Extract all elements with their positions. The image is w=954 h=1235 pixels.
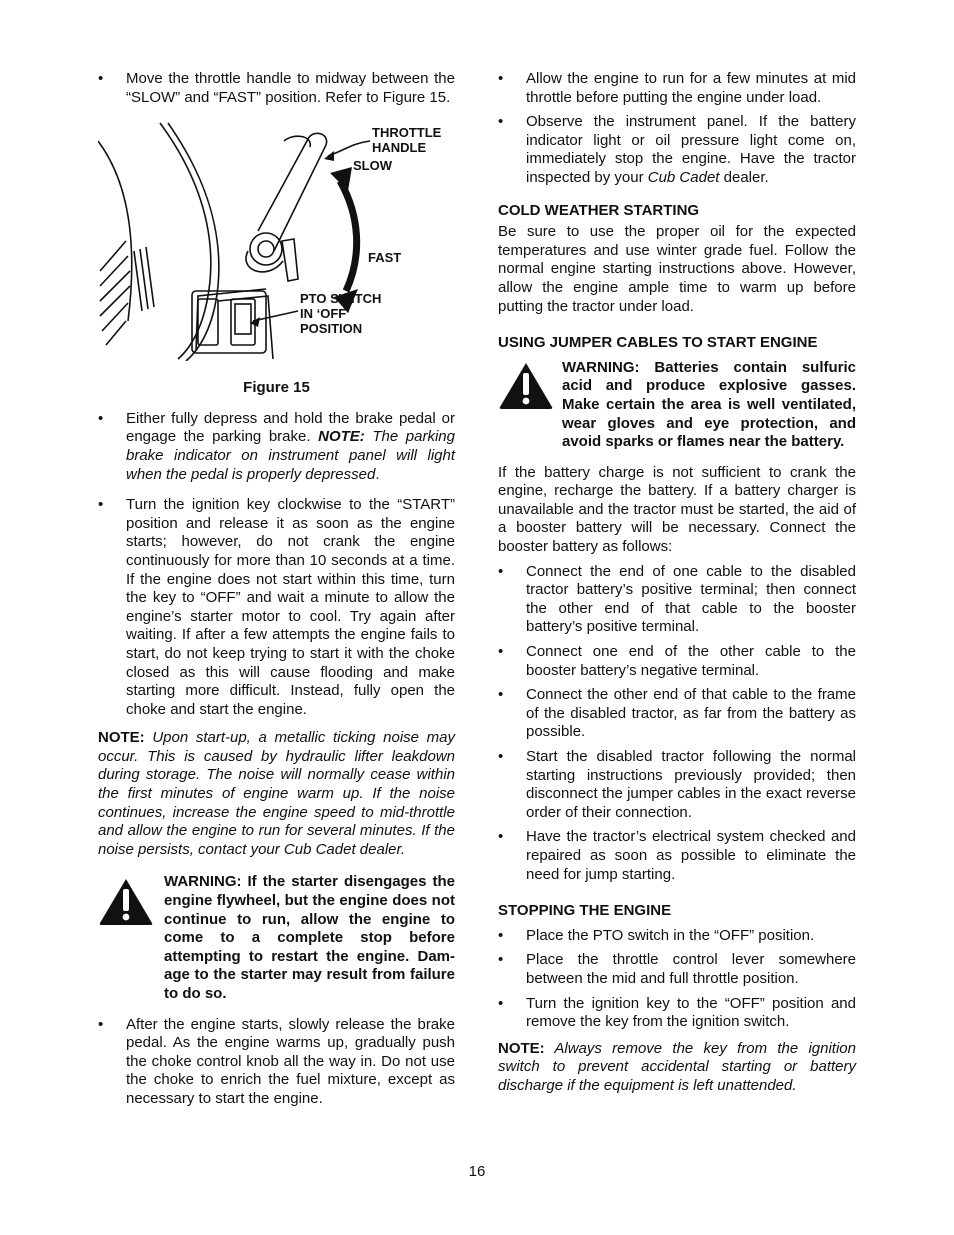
figure-caption: Figure 15 [243,379,310,397]
bullet-mark: • [498,686,504,704]
list-item [98,410,455,484]
stopping-note-label: NOTE: [498,1039,545,1057]
jumper-step: Connect the other end of that cable to the frame of the disabled tractor, as far from the battery as possible. [526,686,856,741]
brake-note-text: The parking brake indicator on instrument panel will light when the pedal is properly depressed [126,428,455,483]
brake-instruction: Either fully depress and hold the brake pedal or engage the parking brake. [126,409,455,446]
list-item [98,496,455,719]
stopping-note-text: Always remove the key from the ignition switch to prevent accidental starting or battery discharge if the equipment is left unattended. [498,1039,856,1094]
cold-weather-heading: COLD WEATHER STARTING [498,201,700,219]
jumper-step: Have the tractor’s electrical system checked and repaired as soon as possible to eliminate the need for jump starting. [526,828,856,883]
bullet-mark: • [498,994,504,1012]
left-column [98,70,455,1109]
stopping-step: Place the PTO switch in the “OFF” position. [526,926,815,944]
bullet-mark: • [498,643,504,661]
list-item [498,995,856,1032]
jumper-intro: If the battery charge is not sufficient to crank the engine, recharge the battery. If a battery charger is unavailable and the tractor must be started, the aid of a booster battery will be necessary. Connect the booster battery as follows: [498,463,856,556]
observe-instruction: Observe the instrument panel. If the battery indicator light or oil pressure light come on, immediately stop the engine. Have the tractor inspected by your [526,113,856,186]
pto-switch-label: PTO SWITCH IN ‘OFF’ POSITION [300,291,382,337]
starter-warning [98,873,455,1003]
list-item [498,927,856,946]
stopping-heading: STOPPING THE ENGINE [498,902,672,920]
list-item [498,563,856,637]
throttle-instruction: Move the throttle handle to midway between the “SLOW” and “FAST” position. Refer to Figure 15. [126,70,455,106]
bullet-mark: • [498,951,504,969]
battery-warning [498,359,856,452]
bullet-mark: • [498,70,504,87]
jumper-step: Connect the end of one cable to the disabled tractor battery’s positive terminal; then connect the other end of that cable to the booster battery’s positive terminal. [526,562,856,636]
after-start-instruction: After the engine starts, slowly release the brake pedal. As the engine warms up, gradually push the choke control knob all the way in. Do not use the choke to enrich the fuel mixture, except as necessary to start the engine. [126,1015,455,1107]
bullet-mark: • [498,748,504,765]
jumper-heading: USING JUMPER CABLES TO START ENGINE [498,334,818,352]
observe-end: dealer. [719,168,769,186]
note-paragraph [98,729,455,859]
brake-note-label: NOTE: [318,428,365,446]
bullet-mark: • [98,70,104,87]
jumper-step: Start the disabled tractor following the normal starting instructions previously provided; then disconnect the jumper cables in the exact reverse order of their connection. [526,748,856,821]
stopping-step: Place the throttle control lever somewhere between the mid and full throttle position. [526,951,856,987]
throttle-illustration [98,121,455,361]
starter-warning-text: WARNING: If the starter disengages the engine flywheel, but the engine does not continue to run, allow the engine to come to a complete stop before attempting to restart the engine. Dam-age to the starter may result from failure to do so. [164,873,455,1002]
list-item [498,686,856,742]
note-text: Upon start-up, a metallic ticking noise may occur. This is caused by hydraulic lifter leakdown during storage. The noise will normally cease within the first minutes of engine warm up. If the noise continues, increase the engine speed to mid-throttle and allow the engine to run for several minutes. If the noise persists, contact your Cub Cadet dealer. [98,729,455,858]
jumper-step: Connect one end of the other cable to the booster battery’s negative terminal. [526,643,856,679]
warning-triangle-icon [498,361,554,411]
bullet-mark: • [98,1015,104,1033]
bullet-mark: • [98,409,104,427]
page-number: 16 [468,1163,486,1180]
stopping-note [498,1040,856,1096]
list-item [498,951,856,988]
note-label: NOTE: [98,729,145,747]
brand-name: Cub Cadet [647,168,720,186]
list-item [498,70,856,107]
list-item [498,828,856,884]
ignition-instruction: Turn the ignition key clockwise to the “START” position and release it as soon as the engine starts; however, do not crank the engine continuously for more than 10 seconds at a time. If the engine does not start within this time, turn the key to “OFF” and wait a minute to allow the engine’s starter motor to cool. Try again after waiting. If after a few attempts the engine fails to start, do not keep trying to start it with the choke closed as this will cause flooding and make starting more difficult. Instead, fully open the choke and start the engine. [126,496,455,718]
bullet-mark: • [498,113,504,131]
battery-warning-text: WARNING: Batteries contain sulfuric acid and produce explosive gasses. Make certain the area is well ventilated, wear gloves and eye protection, and avoid sparks or flames near the battery. [562,358,856,451]
fast-label: FAST [368,250,402,266]
list-item [98,1016,455,1109]
run-instruction: Allow the engine to run for a few minutes at mid throttle before putting the engine under load. [526,70,856,106]
list-item [498,643,856,680]
bullet-mark: • [498,828,504,846]
throttle-handle-label: THROTTLE HANDLE [372,125,442,156]
warning-triangle-icon [98,877,154,927]
brake-note-end: . [375,465,380,483]
list-item [98,70,455,107]
slow-label: SLOW [353,158,392,174]
list-item [498,113,856,187]
cold-weather-text: Be sure to use the proper oil for the expected temperatures and use winter grade fuel. Follow the normal engine starting instructions above. However, allow the engine ample time to warm up before putting the tractor under load. [498,223,856,315]
right-column [498,70,856,1096]
list-item [498,748,856,822]
stopping-step: Turn the ignition key to the “OFF” position and remove the key from the ignition switch. [526,994,856,1031]
figure-15 [98,121,455,361]
bullet-mark: • [498,562,504,580]
bullet-mark: • [98,496,104,514]
bullet-mark: • [498,926,504,944]
